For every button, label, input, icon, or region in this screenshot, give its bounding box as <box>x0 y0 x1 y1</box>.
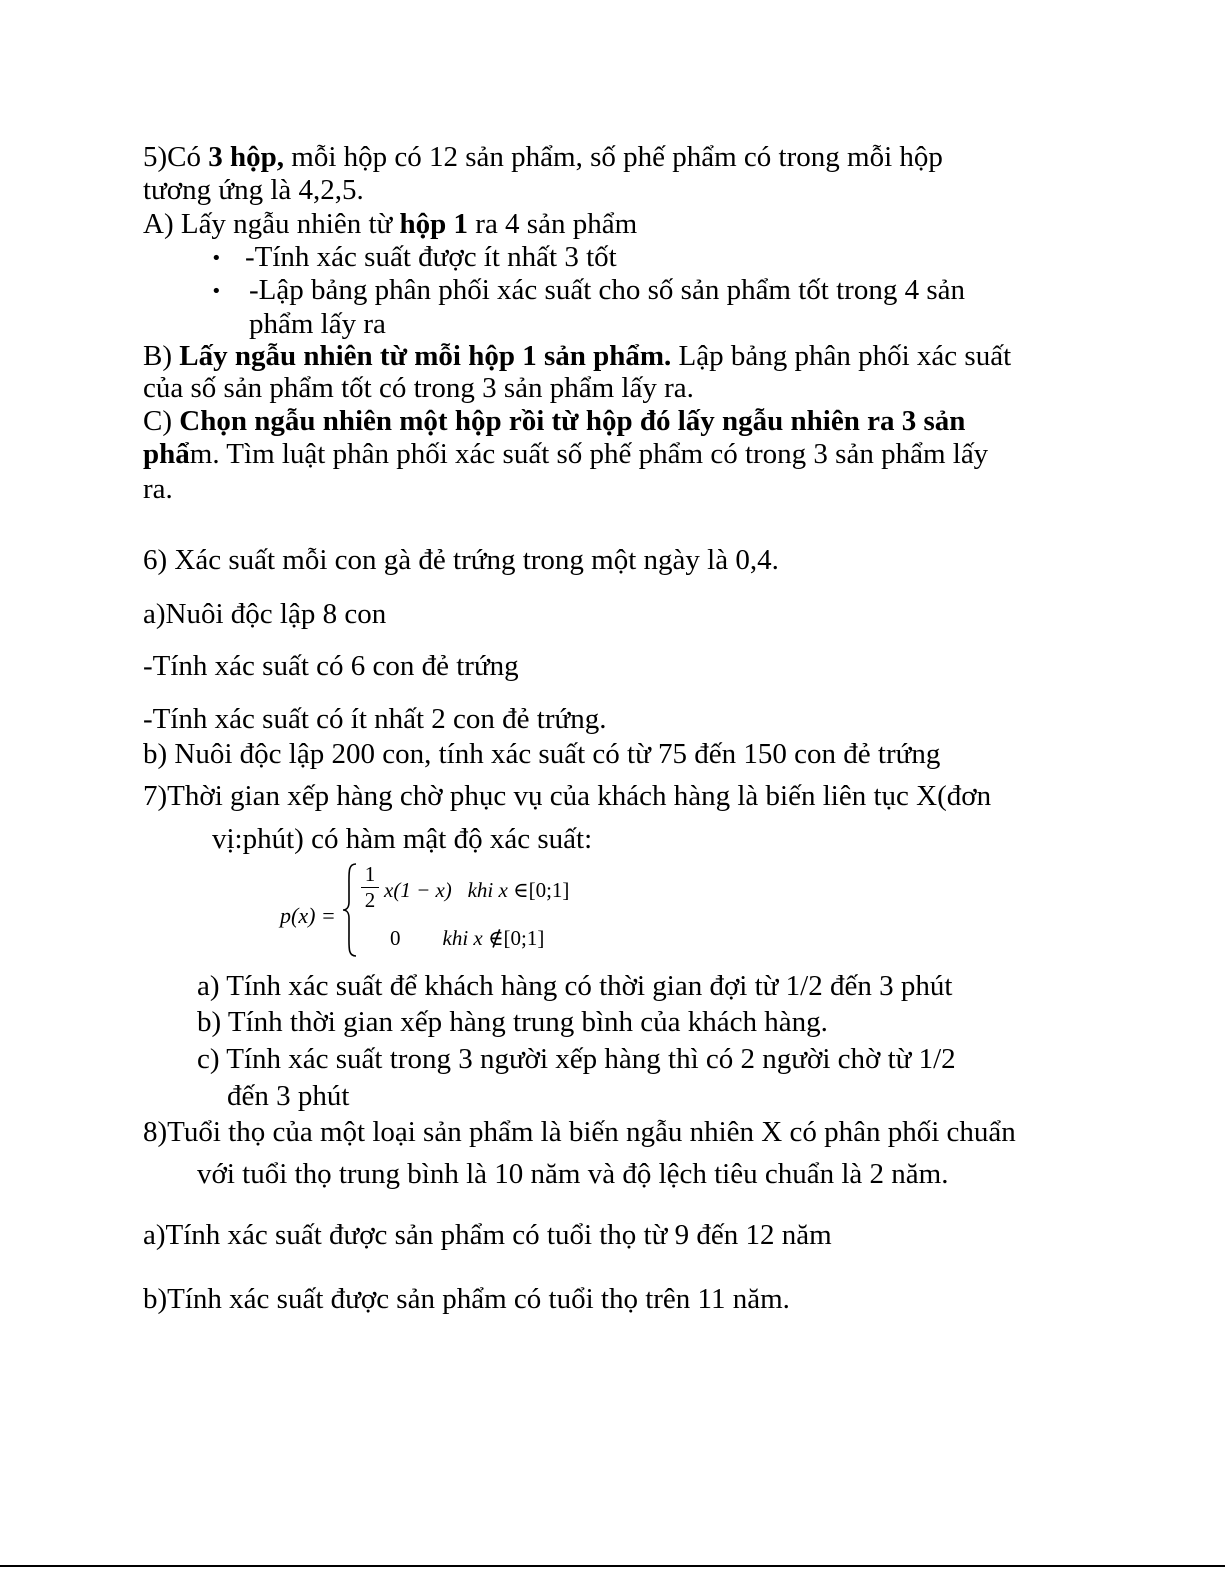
formula-row-1: x(1 − x) khi x ∈[0;1] <box>384 878 570 902</box>
bullet-icon: • <box>211 281 222 302</box>
q7-part-a: a) Tính xác suất để khách hàng có thời gian đợi từ 1/2 đến 3 phút <box>197 970 953 1002</box>
q5-bullet-1: -Tính xác suất được ít nhất 3 tốt <box>245 241 617 273</box>
q7-line-1: 7)Thời gian xếp hàng chờ phục vụ của khách hàng là biến liên tục X(đơn <box>143 780 992 812</box>
q8-line-1: 8)Tuổi thọ của một loại sản phẩm là biến ngẫu nhiên X có phân phối chuẩn <box>143 1116 1016 1148</box>
q5-part-b-cont: của số sản phẩm tốt có trong 3 sản phẩm lấy ra. <box>143 372 694 404</box>
q5-bullet-2: -Lập bảng phân phối xác suất cho số sản phẩm tốt trong 4 sản <box>249 274 965 306</box>
q5-part-c: C) Chọn ngẫu nhiên một hộp rồi từ hộp đó lấy ngẫu nhiên ra 3 sản <box>143 405 966 437</box>
q8-line-2: với tuổi thọ trung bình là 10 năm và độ lệch tiêu chuẩn là 2 năm. <box>197 1158 949 1190</box>
density-formula <box>280 860 600 960</box>
left-brace-icon <box>342 862 358 958</box>
q6-part-a-2: -Tính xác suất có ít nhất 2 con đẻ trứng. <box>143 703 607 735</box>
q7-part-c-cont: đến 3 phút <box>227 1080 350 1112</box>
q5-part-c-end: ra. <box>143 473 173 505</box>
q8-part-a: a)Tính xác suất được sản phẩm có tuổi thọ từ 9 đến 12 năm <box>143 1219 832 1251</box>
formula-row-2: 0 khi x ∉[0;1] <box>390 926 545 950</box>
formula-lhs: p(x) = <box>280 903 336 928</box>
q5-part-b: B) Lấy ngẫu nhiên từ mỗi hộp 1 sản phẩm. Lập bảng phân phối xác suất <box>143 340 1012 372</box>
fraction-one-half: 1 2 <box>361 864 379 911</box>
q8-part-b: b)Tính xác suất được sản phẩm có tuổi thọ trên 11 năm. <box>143 1283 790 1315</box>
q6-part-b: b) Nuôi độc lập 200 con, tính xác suất có từ 75 đến 150 con đẻ trứng <box>143 738 941 770</box>
q6-intro: 6) Xác suất mỗi con gà đẻ trứng trong một ngày là 0,4. <box>143 544 779 576</box>
q7-part-c: c) Tính xác suất trong 3 người xếp hàng thì có 2 người chờ từ 1/2 <box>197 1043 956 1075</box>
q6-part-a-1: -Tính xác suất có 6 con đẻ trứng <box>143 650 519 682</box>
q5-part-c-cont: phẩm. Tìm luật phân phối xác suất số phế phẩm có trong 3 sản phẩm lấy <box>143 438 989 470</box>
q7-part-b: b) Tính thời gian xếp hàng trung bình của khách hàng. <box>197 1006 828 1038</box>
q6-part-a: a)Nuôi độc lập 8 con <box>143 598 387 630</box>
q5-part-a: A) Lấy ngẫu nhiên từ hộp 1 ra 4 sản phẩm <box>143 208 638 240</box>
page-bottom-rule <box>0 1565 1225 1567</box>
q5-line-1: 5)Có 3 hộp, mỗi hộp có 12 sản phẩm, số phế phẩm có trong mỗi hộp <box>143 141 943 173</box>
bullet-icon: • <box>211 248 222 269</box>
q5-line-2: tương ứng là 4,2,5. <box>143 174 364 206</box>
q7-line-2: vị:phút) có hàm mật độ xác suất: <box>212 823 593 855</box>
q5-bullet-2-cont: phẩm lấy ra <box>249 308 386 340</box>
q5-boxes-bold: 3 hộp, <box>208 141 285 173</box>
